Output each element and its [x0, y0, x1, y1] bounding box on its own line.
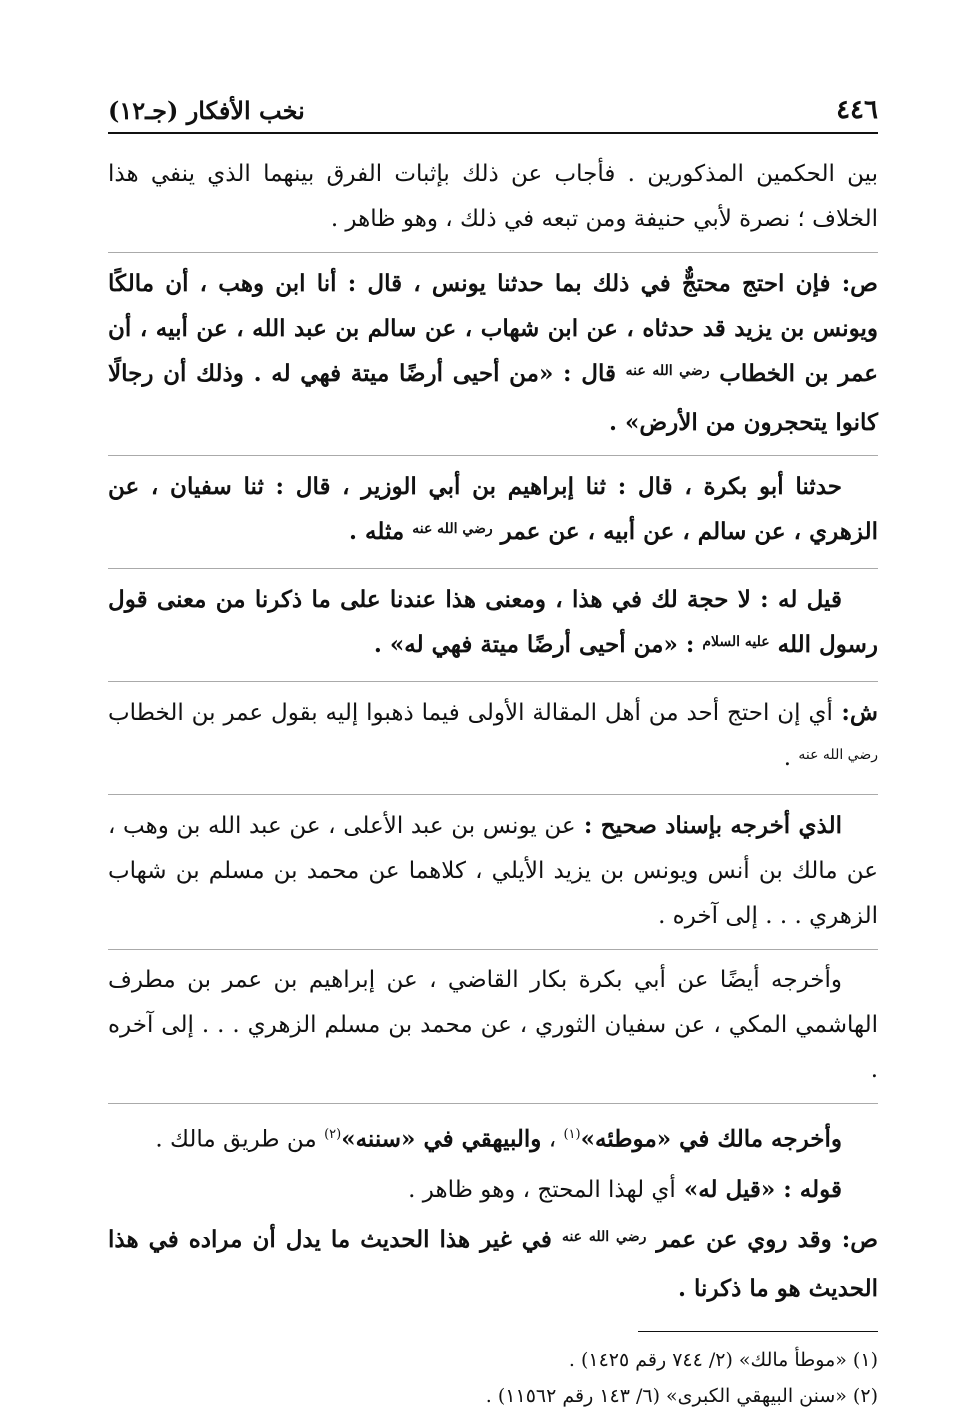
honorific-glyph: رضي الله عنه [798, 747, 878, 763]
footnote-ref-1: (١) [563, 1127, 581, 1142]
honorific-glyph: رضي الله عنه [561, 1228, 647, 1245]
paragraph-text: أي إن احتج أحد من أهل المقالة الأولى فيما ذهبوا إليه بقول عمر بن الخطاب [108, 700, 833, 726]
paragraph-text: قيل له : لا حجة لك في هذا ، ومعنى هذا عندنا على ما ذكرنا من معنى قول رسول الله [108, 586, 878, 658]
paragraph-text: عن يونس بن عبد الأعلى ، عن عبد الله بن وهب ، عن مالك بن أنس ويونس بن يزيد الأيلي ، كلاهما عن محمد بن مسلم بن شهاب الزهري . . . إلى آخره . [108, 813, 878, 929]
footnotes [108, 1342, 878, 1414]
paragraph-text: في غير هذا الحديث ما يدل أن مراده في هذا الحديث هو ما ذكرنا . [108, 1225, 878, 1302]
paragraph-text: أي لهذا المحتج ، وهو ظاهر . [408, 1176, 676, 1203]
footnote-1: (١) «موطأ مالك» (٢/ ٧٤٤ رقم ١٤٢٥) . [568, 1348, 878, 1371]
paragraph-1 [108, 152, 878, 253]
paragraph-2 [108, 261, 878, 456]
paragraph-label: ص: [830, 270, 878, 297]
book-title: نخب الأفكار (جـ١٢) [108, 95, 305, 125]
paragraph-10 [108, 1217, 878, 1315]
honorific-glyph: رضي الله عنه [625, 363, 710, 379]
paragraph-label: ش: [832, 699, 878, 726]
book-page [108, 88, 878, 1407]
paragraph-text: حدثنا أبو بكرة ، قال : ثنا إبراهيم بن أبي الوزير ، قال : ثنا سفيان ، عن الزهري ، عن سالم ، عن أبيه ، عن عمر [108, 473, 878, 545]
paragraph-label: الذي أخرجه بإسناد صحيح : [575, 812, 842, 839]
paragraph-6 [108, 803, 878, 950]
paragraph-4 [108, 577, 878, 682]
paragraph-label: ص: [831, 1225, 878, 1253]
paragraph-label: قوله : «قيل له» [675, 1175, 842, 1203]
paragraph-8 [108, 1112, 878, 1167]
paragraph-text: والبيهقي في «سننه» [341, 1125, 542, 1153]
page-header [108, 88, 878, 132]
paragraph-text: وأخرجه أيضًا عن أبي بكرة بكار القاضي ، عن إبراهيم بن عمر بن مطرف الهاشمي المكي ، عن سفيان الثوري ، عن محمد بن مسلم الزهري . . . إلى آخره . [108, 967, 878, 1083]
page-number: ٤٤٦ [836, 95, 878, 125]
paragraph-text: وأخرجه مالك في «موطئه» [580, 1125, 842, 1153]
footnote-ref-2: (٢) [324, 1127, 342, 1142]
paragraph-3 [108, 464, 878, 569]
header-rule [108, 132, 878, 134]
honorific-glyph: رضي الله عنه [412, 521, 493, 537]
paragraph-text: : «من أحيى أرضًا ميتة فهي له» . [373, 631, 703, 658]
honorific-glyph: عليه السلام [702, 634, 770, 650]
footnote-2: (٢) «سنن البيهقي الكبرى» (٦/ ١٤٣ رقم ١١٥٦٢) . [485, 1384, 878, 1407]
page-body [108, 152, 878, 1315]
paragraph-text: من طريق مالك . [155, 1126, 325, 1153]
paragraph-text: . [783, 745, 799, 771]
paragraph-text: مثله . [348, 518, 413, 545]
paragraph-text: قال : «من أحيى أرضًا ميتة فهي له . وذلك أن رجالًا كانوا يتحجرون من الأرض» . [108, 360, 878, 436]
paragraph-7 [108, 958, 878, 1104]
paragraph-9 [108, 1167, 878, 1217]
paragraph-text: ، [541, 1126, 564, 1153]
footnote-rule [638, 1331, 878, 1332]
paragraph-5 [108, 690, 878, 795]
paragraph-text: فإن احتج محتجٌّ في ذلك بما حدثنا يونس ، قال : أنا ابن وهب ، أن مالكًا ويونس بن يزيد قد حدثاه ، عن ابن شهاب ، عن سالم بن عبد الله ، عن أبيه ، أن عمر بن الخطاب [108, 270, 878, 387]
paragraph-text: وقد روي عن عمر [646, 1225, 832, 1253]
paragraph-text: بين الحكمين المذكورين . فأجاب عن ذلك بإثبات الفرق بينهما الذي ينفي هذا الخلاف ؛ نصرة لأبي حنيفة ومن تبعه في ذلك ، وهو ظاهر . [108, 161, 878, 232]
